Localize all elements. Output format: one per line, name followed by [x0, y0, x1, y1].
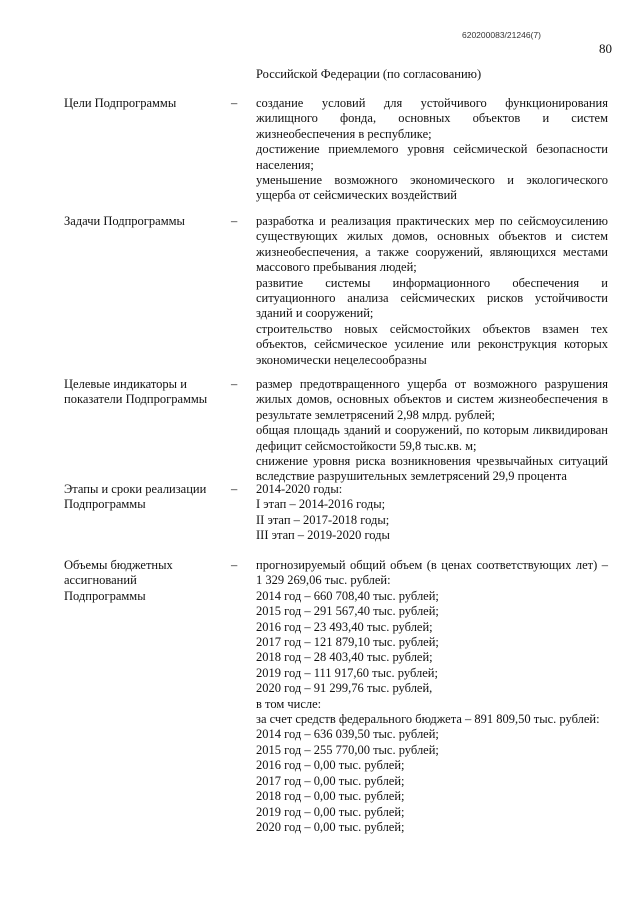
paragraph: размер предотвращенного ущерба от возможного разрушения жилых домов, основных объектов и систем жизнеобеспечения в результате землетрясений 2,98 млрд. рублей; [256, 377, 608, 422]
paragraph: достижение приемлемого уровня сейсмической безопасности населения; [256, 142, 608, 172]
text-line: 2015 год – 291 567,40 тыс. рублей; [256, 604, 439, 619]
paragraph: общая площадь зданий и сооружений, по которым ликвидирован дефицит сейсмостойкости 59,8 тыс.кв. м; [256, 423, 608, 453]
text-line: 2016 год – 23 493,40 тыс. рублей; [256, 619, 433, 634]
text-line: 2020 год – 91 299,76 тыс. рублей, [256, 681, 433, 696]
text-line: 2014-2020 годы: [256, 482, 343, 496]
text-line: III этап – 2019-2020 годы [256, 528, 390, 543]
text-line: за счет средств федерального бюджета – 891 809,50 тыс. рублей: [256, 712, 600, 727]
dash-separator: – [231, 96, 238, 110]
dash-separator: – [231, 482, 238, 496]
text-line: 2019 год – 0,00 тыс. рублей; [256, 804, 405, 819]
text-line: 2019 год – 111 917,60 тыс. рублей; [256, 665, 438, 680]
section-label: Цели Подпрограммы [64, 96, 177, 110]
continued-text-line: Российской Федерации (по согласованию) [256, 67, 482, 81]
document-number: 620200083/21246(7) [462, 30, 541, 40]
text-line: 2017 год – 121 879,10 тыс. рублей; [256, 635, 439, 650]
dash-separator: – [231, 377, 238, 391]
text-line: прогнозируемый общий объем (в ценах соответствующих лет) – 1 329 269,06 тыс. рублей: [256, 558, 608, 588]
section-content [256, 96, 608, 204]
section-label: Задачи Подпрограммы [64, 214, 185, 228]
text-line: 2018 год – 28 403,40 тыс. рублей; [256, 650, 433, 665]
section-label: Этапы и сроки реализации Подпрограммы [64, 482, 207, 512]
text-line: 2018 год – 0,00 тыс. рублей; [256, 789, 405, 804]
text-line: 2020 год – 0,00 тыс. рублей; [256, 819, 405, 834]
text-line: II этап – 2017-2018 годы; [256, 512, 390, 527]
text-line: 2016 год – 0,00 тыс. рублей; [256, 758, 405, 773]
section-label: Объемы бюджетных ассигнований Подпрограммы [64, 558, 173, 603]
paragraph: развитие системы информационного обеспечения и ситуационного анализа сейсмических рисков устойчивости зданий и сооружений; [256, 275, 608, 321]
paragraph: разработка и реализация практических мер по сейсмоусилению существующих жилых домов, основных объектов и систем жизнеобеспечения, а также сооружений, являющихся местами массового пребывания людей; [256, 214, 608, 275]
paragraph: строительство новых сейсмостойких объектов взамен тех объектов, сейсмическое усиление или реконструкция которых экономически нецелесообразны [256, 321, 608, 367]
paragraph: уменьшение возможного экономического и экологического ущерба от сейсмических воздействий [256, 173, 608, 203]
section-content [256, 558, 608, 835]
text-line: 2017 год – 0,00 тыс. рублей; [256, 773, 405, 788]
text-line: в том числе: [256, 696, 322, 711]
text-line: 2014 год – 636 039,50 тыс. рублей; [256, 727, 439, 742]
text-line: I этап – 2014-2016 годы; [256, 497, 386, 512]
section-label: Целевые индикаторы и показатели Подпрограммы [64, 377, 208, 407]
section-content [256, 214, 608, 368]
dash-separator: – [231, 214, 238, 228]
text-line: 2014 год – 660 708,40 тыс. рублей; [256, 588, 439, 603]
paragraph: создание условий для устойчивого функционирования жилищного фонда, основных объектов и систем жизнеобеспечения в республике; [256, 96, 608, 141]
dash-separator: – [231, 558, 238, 572]
section-content [256, 377, 608, 485]
page-number: 80 [599, 41, 612, 56]
paragraph: снижение уровня риска возникновения чрезвычайных ситуаций вследствие разрушительных землетрясений 29,9 процента [256, 454, 608, 484]
section-content [256, 482, 608, 544]
text-line: 2015 год – 255 770,00 тыс. рублей; [256, 742, 439, 757]
